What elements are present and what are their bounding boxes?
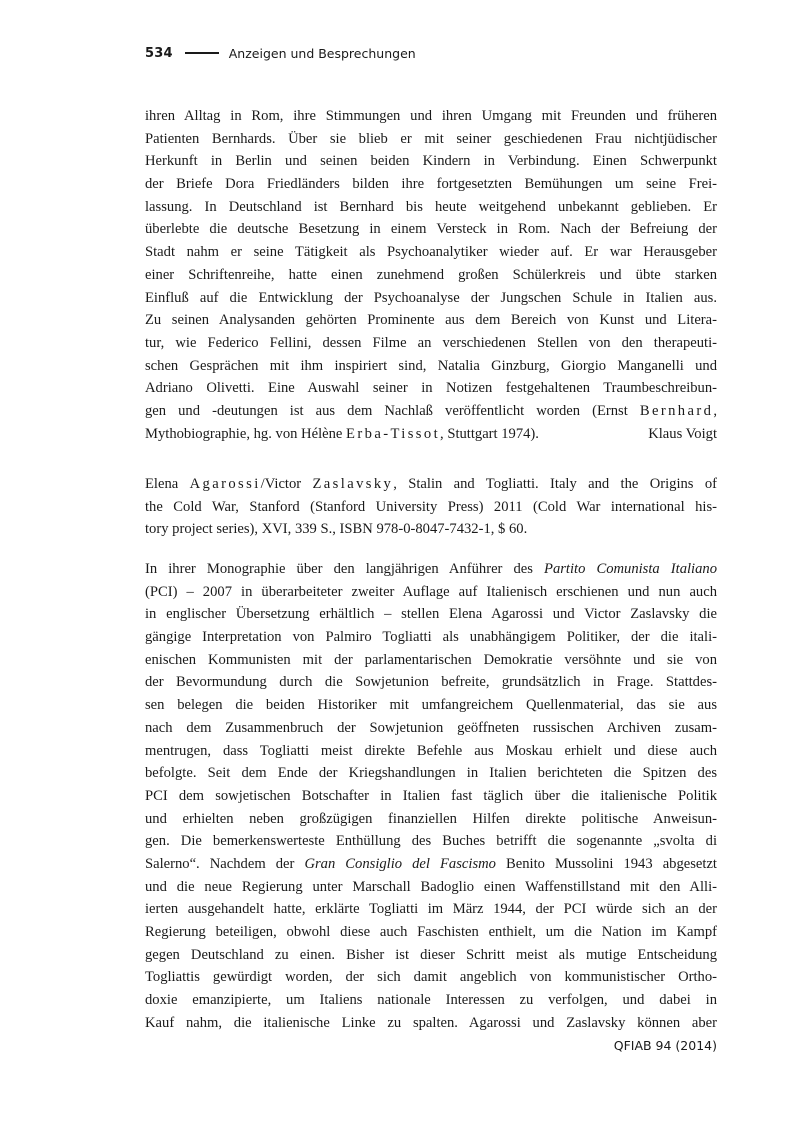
text-line: sen belegen die beiden Historiker mit umfangreichem Quellenmaterial, das sie aus — [145, 697, 717, 714]
text-run: Mythobiographie, hg. von Hélène — [145, 425, 343, 442]
editor-name-spaced: Erba-Tissot — [346, 425, 441, 442]
author-separator: / — [260, 476, 265, 492]
text-line: gegen Deutschland zu einen. Bisher ist dieser Schritt meist als mutige Entscheidung — [145, 946, 717, 963]
page-number: 534 — [145, 45, 173, 61]
text-run: gen und -deutungen ist aus dem Nachlaß veröffentlicht worden (Ernst — [145, 402, 628, 419]
text-line: Patienten Bernhards. Über sie blieb er mit seiner geschiedenen Frau nichtjüdischer — [145, 130, 717, 147]
citation-title: , Stalin and Togliatti. Italy and the Origins of — [393, 476, 717, 492]
text-line: Einfluß auf die Entwicklung der Psychoanalyse der Jungschen Schule in Italien aus. — [145, 289, 717, 306]
citation-line — [145, 473, 717, 496]
journal-footer: QFIAB 94 (2014) — [613, 1038, 717, 1053]
text-run: Salerno“. Nachdem der — [145, 855, 295, 872]
running-head-rule — [185, 52, 219, 54]
citation-line: the Cold War, Stanford (Stanford University Press) 2011 (Cold War international his- — [145, 498, 717, 515]
text-line: der Briefe Dora Friedländers bilden ihre fortgesetzten Bemühungen um seine Frei- — [145, 176, 717, 193]
text-line: lassung. In Deutschland ist Bernhard bis heute weitgehend unbekannt geblieben. Er — [145, 198, 717, 215]
section-title: Anzeigen und Besprechungen — [228, 45, 416, 61]
text-line: tur, wie Federico Fellini, dessen Filme an verschiedenen Stellen von den therapeuti- — [145, 334, 717, 351]
text-line: Kauf nahm, die italienische Linke zu spalten. Agarossi und Zaslavsky können aber — [145, 1014, 717, 1031]
italic-council-name: Gran Consiglio del Fascismo — [304, 855, 496, 872]
text-line: nach dem Zusammenbruch der Sowjetunion geöffneten russischen Archiven zusam- — [145, 719, 717, 736]
text-line: schen Gesprächen mit ihm inspiriert sind, Natalia Ginzburg, Giorgio Manganelli und — [145, 357, 717, 374]
review-body — [145, 558, 717, 1034]
running-head — [145, 42, 416, 64]
text-line: ierten ausgehandelt hatte, erklärte Togliatti im März 1944, der PCI würde sich an der — [145, 901, 717, 918]
text-line: befolgte. Seit dem Ende der Kriegshandlungen in Italien berichteten die Spitzen des — [145, 765, 717, 782]
text-line: einer Schriftenreihe, hatte einen zunehmend großen Schülerkreis und übte starken — [145, 266, 717, 283]
text-line: PCI dem sowjetischen Botschafter in Italien fast täglich über die italienische Politik — [145, 787, 717, 804]
text-line — [145, 853, 717, 876]
text-line: ihren Alltag in Rom, ihre Stimmungen und ihren Umgang mit Freunden und früheren — [145, 108, 717, 124]
author-surname: Zaslavsky — [312, 476, 394, 492]
text-run — [145, 423, 539, 446]
author-first-name: Victor — [264, 476, 302, 492]
review-citation — [145, 473, 717, 541]
text-line: Regierung beteiligen, obwohl diese auch Faschisten enthielt, um die Nation im Kampf — [145, 924, 717, 940]
text-line — [145, 558, 717, 581]
text-line: Togliattis gewürdigt worden, der sich damit angeblich von kommunistischer Ortho- — [145, 969, 717, 986]
text-line: Zu seinen Analysanden gehörten Prominente aus dem Bereich von Kunst und Litera- — [145, 312, 717, 329]
text-line: mentrugen, dass Togliatti meist direkte Befehle aus Moskau erhielt und diese auch — [145, 742, 717, 759]
italic-party-name: Partito Comunista Italiano — [544, 561, 717, 577]
text-line: der Bevormundung durch die Sowjetunion befreite, grundsätzlich in Frage. Stattdes- — [145, 674, 717, 691]
author-first-name: Elena — [145, 476, 179, 492]
text-line: und erhielten neben großzügigen finanziellen Hilfen direkte politische Anweisun- — [145, 810, 717, 827]
text-line — [145, 400, 717, 423]
review-continuation — [145, 105, 717, 445]
reviewer-name: Klaus Voigt — [648, 425, 717, 442]
text-line: Herkunft in Berlin und seinen beiden Kindern in Verbindung. Einen Schwerpunkt — [145, 153, 717, 170]
author-name-spaced: Bernhard — [639, 402, 714, 419]
text-line: doxie emanzipierte, um Italiens nationale Interessen zu verfolgen, und dabei in — [145, 992, 717, 1009]
text-run: Benito Mussolini 1943 abgesetzt — [506, 855, 717, 872]
text-line: enischen Kommunisten mit der parlamentarischen Demokratie versöhnte und sie von — [145, 651, 717, 668]
text-run: , Stuttgart 1974). — [440, 425, 539, 442]
author-surname: Agarossi — [189, 476, 261, 492]
text-line: in englischer Übersetzung erhältlich – stellen Elena Agarossi und Victor Zaslavsky die — [145, 606, 717, 623]
citation-line: tory project series), XVI, 339 S., ISBN 978-0-8047-7432-1, $ 60. — [145, 521, 528, 538]
text-line: Adriano Olivetti. Eine Auswahl seiner in Notizen festgehaltenen Traumbeschreibun- — [145, 380, 717, 397]
text-line: Stadt nahm er seine Tätigkeit als Psychoanalytiker wieder auf. Er war Herausgeber — [145, 244, 717, 261]
punctuation: , — [713, 402, 717, 419]
text-line — [145, 423, 717, 446]
text-line: und die neue Regierung unter Marschall Badoglio einen Waffenstillstand mit den Alli- — [145, 878, 717, 895]
text-line: überlebte die deutsche Besetzung in einem Versteck in Rom. Nach der Befreiung der — [145, 221, 717, 238]
text-line: gängige Interpretation von Palmiro Togliatti als unabhängigem Politiker, der die itali- — [145, 629, 717, 646]
text-line: (PCI) – 2007 in überarbeiteter zweiter Auflage auf Italienisch erschienen und nun auch — [145, 583, 717, 600]
text-run: In ihrer Monographie über den langjährigen Anführer des — [145, 561, 533, 577]
text-line: gen. Die bemerkenswerteste Enthüllung des Buches betrifft die sogenannte „svolta di — [145, 833, 717, 850]
